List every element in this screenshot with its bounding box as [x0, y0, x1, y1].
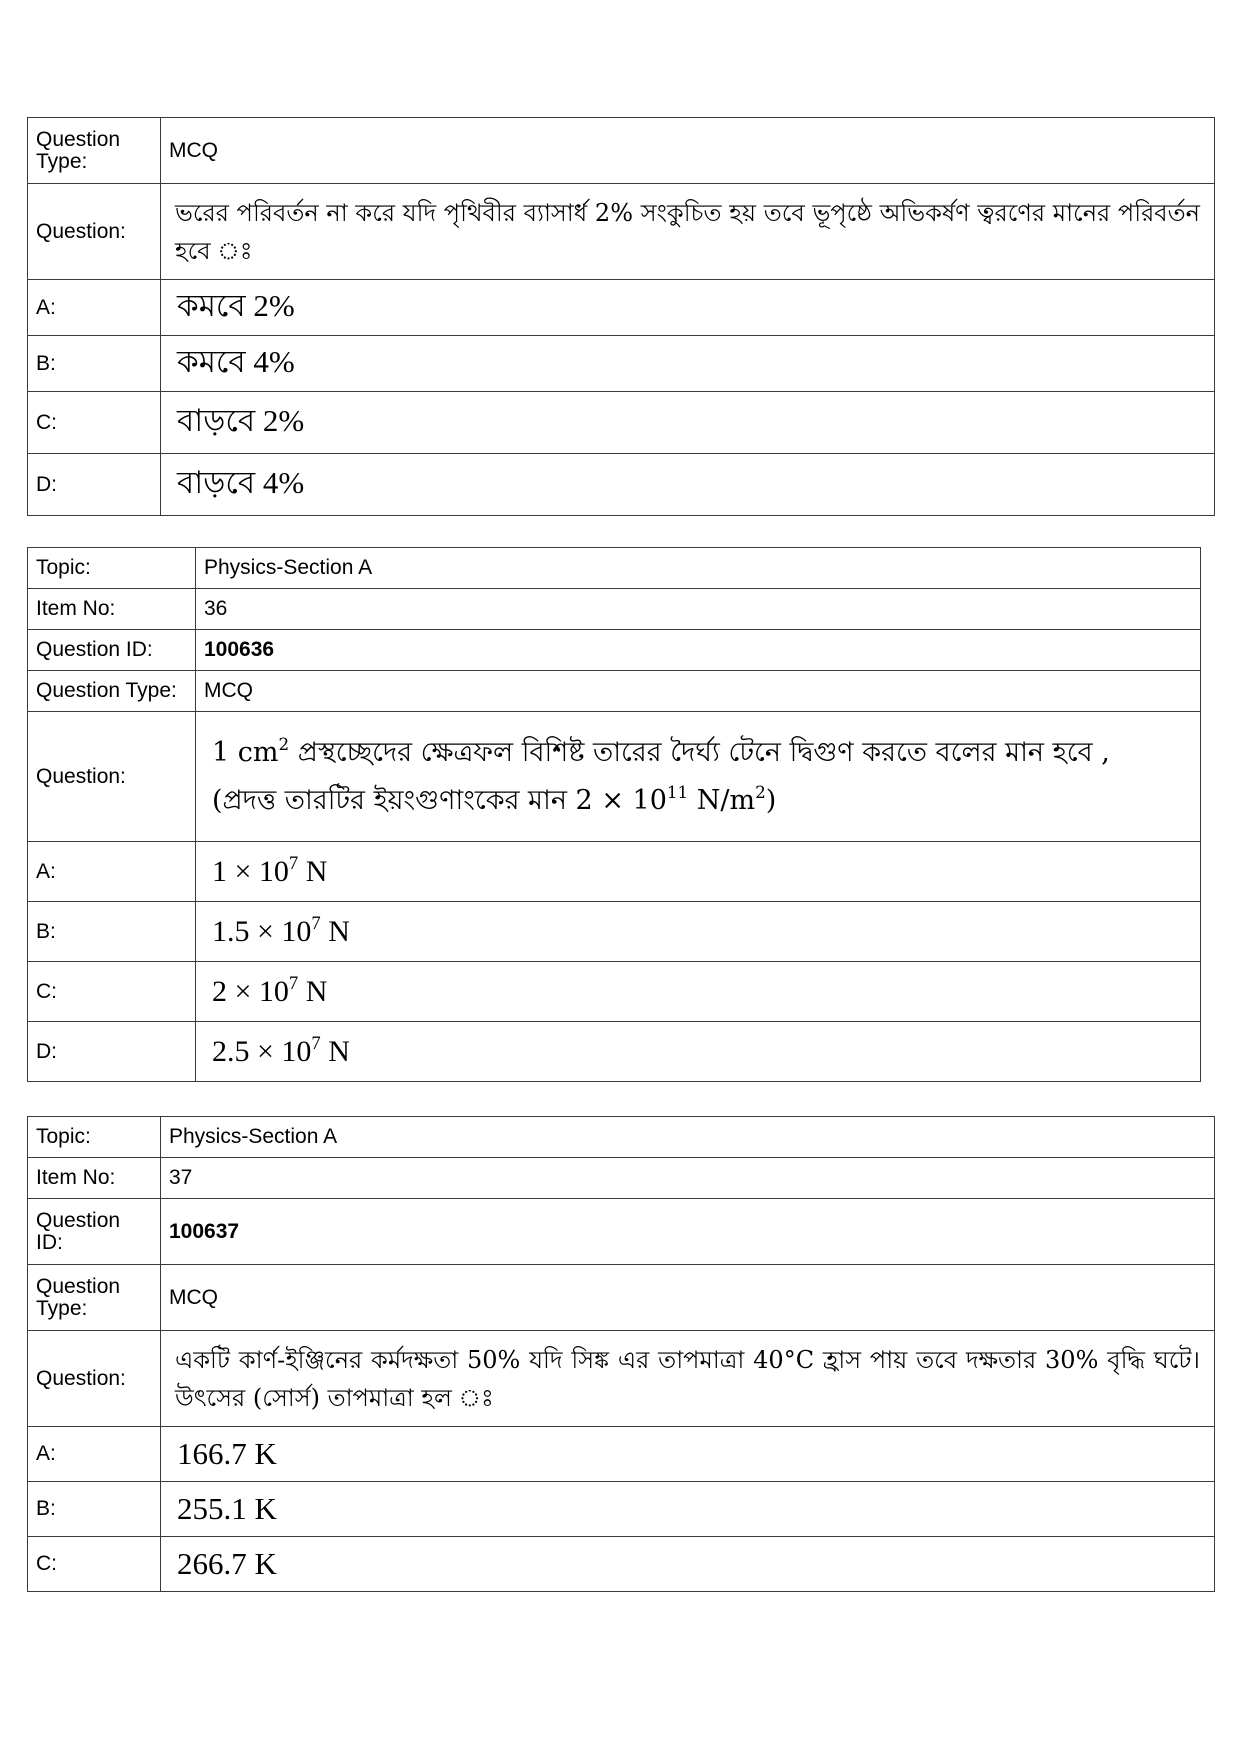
question-id-value: 100636	[196, 630, 1201, 671]
option-c-text: 266.7 K	[161, 1537, 1215, 1592]
option-c-text: $2 \times 10^7$ N	[196, 962, 1201, 1022]
topic-value: Physics-Section A	[161, 1117, 1215, 1158]
option-b-text: কমবে 4%	[161, 336, 1215, 392]
option-c-label: C:	[28, 392, 161, 454]
option-a-text: $1 \times 10^7$ N	[196, 842, 1201, 902]
option-c-label: C:	[28, 1537, 161, 1592]
option-b-label: B:	[28, 336, 161, 392]
option-b-text: $1.5 \times 10^7$ N	[196, 902, 1201, 962]
question-table-1	[27, 117, 1215, 516]
option-a-label: A:	[28, 280, 161, 336]
question-line-1: 1 $cm^2$ প্রস্থচ্ছেদের ক্ষেত্রফল বিশিষ্ট তারের দৈর্ঘ্য টেনে দ্বিগুণ করতে বলের মান হবে ,	[212, 733, 1110, 768]
option-d-label: D:	[28, 454, 161, 516]
option-a-label: A:	[28, 842, 196, 902]
topic-label: Topic:	[28, 1117, 161, 1158]
option-c-text: বাড়বে 2%	[161, 392, 1215, 454]
option-d-text: $2.5 \times 10^7$ N	[196, 1022, 1201, 1082]
question-label: Question:	[28, 184, 161, 280]
option-c-label: C:	[28, 962, 196, 1022]
option-b-text: 255.1 K	[161, 1482, 1215, 1537]
topic-value: Physics-Section A	[196, 548, 1201, 589]
question-type-label: Question Type:	[28, 1265, 161, 1331]
item-no-value: 37	[161, 1158, 1215, 1199]
item-no-label: Item No:	[28, 589, 196, 630]
option-d-text: বাড়বে 4%	[161, 454, 1215, 516]
option-b-label: B:	[28, 902, 196, 962]
question-type-value: MCQ	[161, 118, 1215, 184]
question-id-value: 100637	[161, 1199, 1215, 1265]
question-type-label: Question Type:	[28, 671, 196, 712]
question-label: Question:	[28, 1331, 161, 1427]
question-table-3	[27, 1116, 1215, 1592]
question-text	[196, 712, 1201, 842]
question-label: Question:	[28, 712, 196, 842]
item-no-label: Item No:	[28, 1158, 161, 1199]
question-type-value: MCQ	[161, 1265, 1215, 1331]
question-type-value: MCQ	[196, 671, 1201, 712]
option-a-label: A:	[28, 1427, 161, 1482]
topic-label: Topic:	[28, 548, 196, 589]
question-text: একটি কার্ণ-ইঞ্জিনের কর্মদক্ষতা 50% যদি সিঙ্ক এর তাপমাত্রা 40°C হ্রাস পায় তবে দক্ষতার 30% বৃদ্ধি ঘটে। উৎসের (সোর্স) তাপমাত্রা হল ঃ	[161, 1331, 1215, 1427]
question-table-2	[27, 547, 1201, 1082]
question-id-label: Question ID:	[28, 630, 196, 671]
question-line-2: (প্রদত্ত তারটির ইয়ংগুণাংকের মান $2 \times 10^{11}$ $N/m^2$)	[212, 781, 777, 816]
question-type-label: Question Type:	[28, 118, 161, 184]
option-a-text: কমবে 2%	[161, 280, 1215, 336]
option-b-label: B:	[28, 1482, 161, 1537]
question-id-label: Question ID:	[28, 1199, 161, 1265]
item-no-value: 36	[196, 589, 1201, 630]
option-a-text: 166.7 K	[161, 1427, 1215, 1482]
option-d-label: D:	[28, 1022, 196, 1082]
question-text: ভরের পরিবর্তন না করে যদি পৃথিবীর ব্যাসার্ধ 2% সংকুচিত হয় তবে ভূপৃষ্ঠে অভিকর্ষণ ত্বরণের মানের পরিবর্তন হবে ঃ	[161, 184, 1215, 280]
